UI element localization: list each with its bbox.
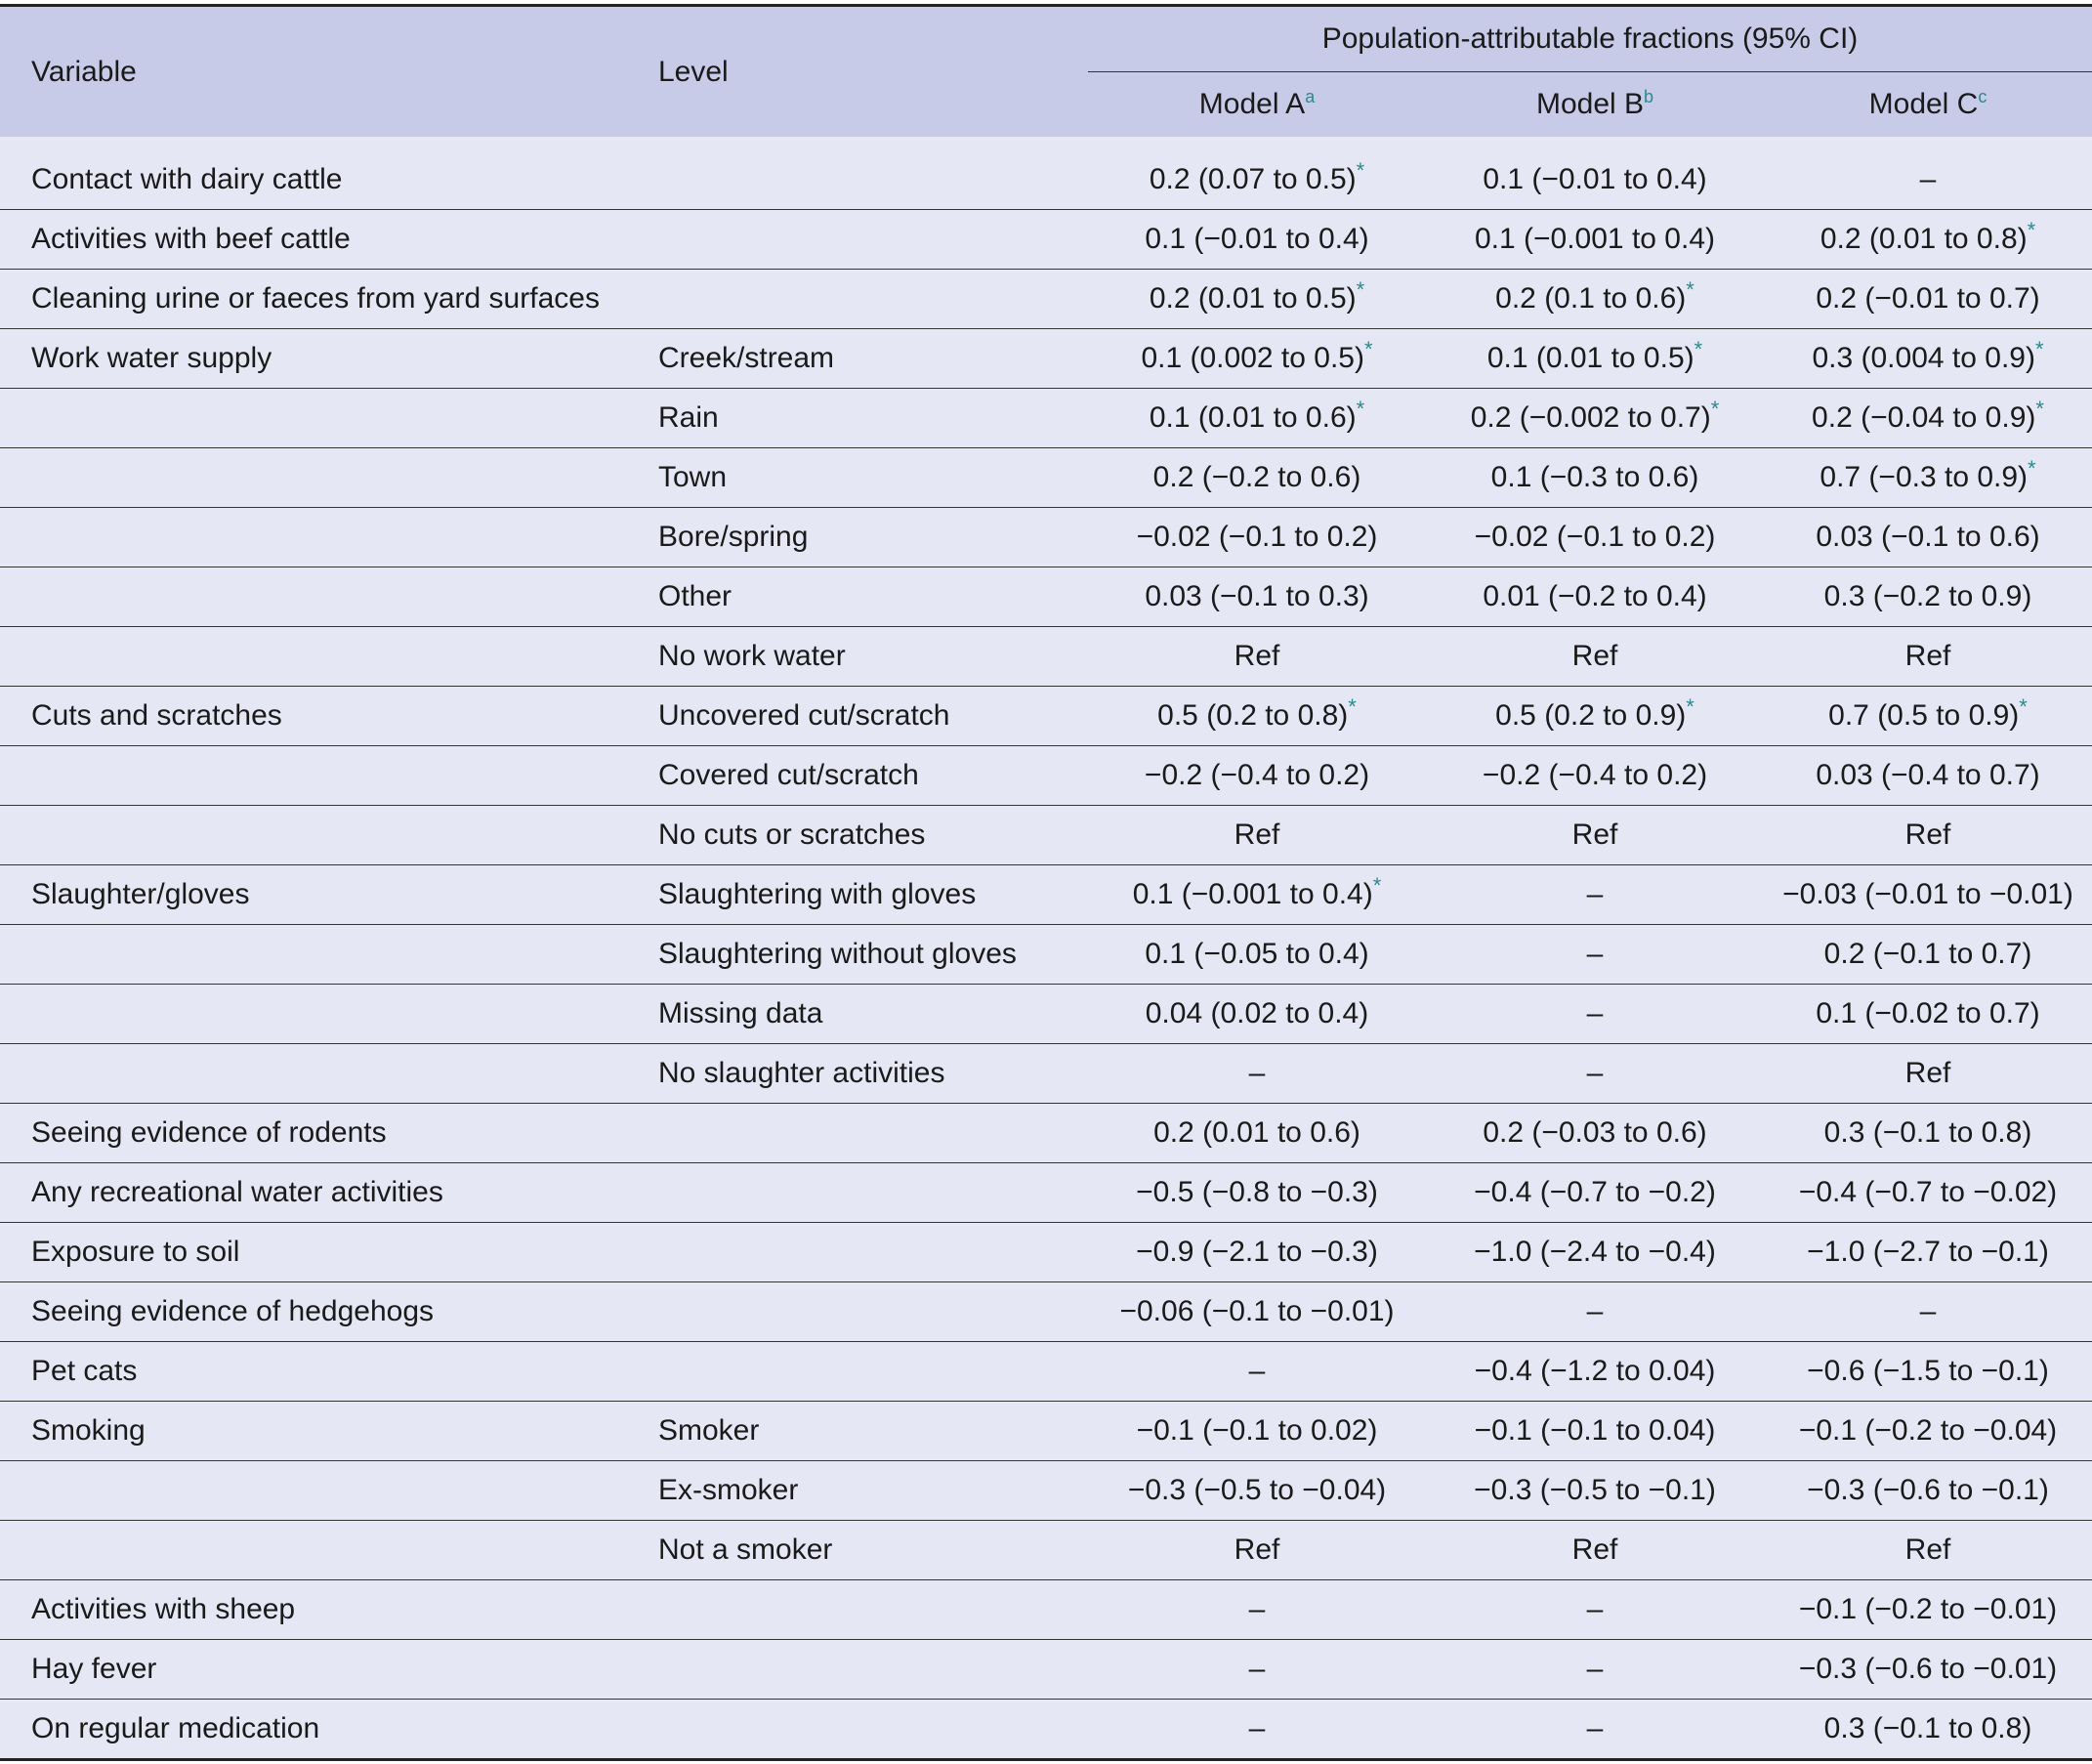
cell-model-a bbox=[1088, 865, 1426, 925]
cell-model-b bbox=[1426, 1580, 1764, 1640]
footnote-marker-b[interactable]: b bbox=[1644, 87, 1654, 106]
footnote-marker-c[interactable]: c bbox=[1978, 87, 1987, 106]
cell-model-c bbox=[1764, 806, 2092, 865]
cell-model-c-value: −1.0 (−2.7 to −0.1) bbox=[1807, 1236, 2049, 1268]
cell-model-b-value: – bbox=[1586, 1653, 1604, 1685]
cell-variable bbox=[0, 806, 627, 865]
cell-model-c-value: −0.1 (−0.2 to −0.04) bbox=[1798, 1414, 2058, 1447]
cell-level bbox=[627, 144, 1088, 210]
cell-variable bbox=[0, 567, 627, 627]
table-row bbox=[0, 1104, 2092, 1163]
cell-model-c bbox=[1764, 448, 2092, 508]
cell-model-b bbox=[1426, 389, 1764, 448]
cell-model-c-value: 0.2 (0.01 to 0.8) bbox=[1820, 223, 2028, 255]
significance-marker: * bbox=[1686, 694, 1695, 719]
cell-model-b-value: – bbox=[1586, 878, 1604, 910]
cell-model-c-value: Ref bbox=[1904, 640, 1951, 672]
cell-model-c-value: Ref bbox=[1904, 819, 1951, 851]
cell-variable: Any recreational water activities bbox=[0, 1163, 627, 1223]
cell-model-c bbox=[1764, 1640, 2092, 1700]
significance-marker: * bbox=[1348, 694, 1357, 719]
table-row bbox=[0, 1342, 2092, 1402]
cell-model-a-value: −0.1 (−0.1 to 0.02) bbox=[1136, 1414, 1378, 1447]
cell-model-c-value: – bbox=[1919, 163, 1937, 195]
cell-model-a bbox=[1088, 567, 1426, 627]
cell-model-c bbox=[1764, 627, 2092, 687]
cell-model-c-value: 0.2 (−0.04 to 0.9) bbox=[1812, 401, 2036, 434]
cell-model-b-value: −0.4 (−0.7 to −0.2) bbox=[1474, 1176, 1716, 1208]
cell-variable: Seeing evidence of hedgehogs bbox=[0, 1282, 627, 1342]
table-container bbox=[0, 4, 2092, 1761]
cell-model-a bbox=[1088, 329, 1426, 389]
cell-level: Smoker bbox=[627, 1402, 1088, 1461]
cell-model-a bbox=[1088, 1461, 1426, 1521]
cell-model-b-value: – bbox=[1586, 1295, 1604, 1327]
table-row bbox=[0, 1402, 2092, 1461]
cell-model-a-value: −0.02 (−0.1 to 0.2) bbox=[1136, 521, 1378, 553]
cell-model-c bbox=[1764, 1044, 2092, 1104]
table-row bbox=[0, 1282, 2092, 1342]
cell-model-b bbox=[1426, 270, 1764, 329]
cell-level: No slaughter activities bbox=[627, 1044, 1088, 1104]
header-level: Level bbox=[627, 6, 1088, 145]
cell-model-c bbox=[1764, 210, 2092, 270]
footnote-marker-a[interactable]: a bbox=[1305, 87, 1316, 106]
cell-model-b-value: −1.0 (−2.4 to −0.4) bbox=[1474, 1236, 1716, 1268]
cell-model-b bbox=[1426, 1402, 1764, 1461]
cell-model-c-value: −0.3 (−0.6 to −0.1) bbox=[1807, 1474, 2049, 1506]
cell-model-a-value: – bbox=[1248, 1355, 1266, 1387]
cell-level: Rain bbox=[627, 389, 1088, 448]
cell-model-b bbox=[1426, 1163, 1764, 1223]
table-row bbox=[0, 865, 2092, 925]
cell-variable: Exposure to soil bbox=[0, 1223, 627, 1282]
significance-marker: * bbox=[1356, 158, 1365, 183]
cell-model-a-value: 0.1 (−0.01 to 0.4) bbox=[1145, 223, 1369, 255]
cell-model-a-value: 0.1 (−0.001 to 0.4) bbox=[1132, 878, 1373, 910]
cell-variable: Activities with beef cattle bbox=[0, 210, 627, 270]
cell-model-c-value: 0.3 (−0.1 to 0.8) bbox=[1823, 1116, 2032, 1149]
cell-model-b-value: 0.1 (0.01 to 0.5) bbox=[1486, 342, 1695, 374]
cell-model-b-value: 0.5 (0.2 to 0.9) bbox=[1495, 699, 1687, 732]
cell-model-b-value: 0.01 (−0.2 to 0.4) bbox=[1483, 580, 1707, 612]
cell-model-c bbox=[1764, 925, 2092, 985]
cell-model-b-value: 0.2 (−0.002 to 0.7) bbox=[1470, 401, 1711, 434]
cell-model-b bbox=[1426, 1223, 1764, 1282]
cell-model-a-value: 0.2 (0.07 to 0.5) bbox=[1149, 163, 1357, 195]
cell-level: Ex-smoker bbox=[627, 1461, 1088, 1521]
cell-variable bbox=[0, 1521, 627, 1580]
cell-model-a bbox=[1088, 508, 1426, 567]
cell-level bbox=[627, 1580, 1088, 1640]
cell-model-b bbox=[1426, 1342, 1764, 1402]
cell-level: Missing data bbox=[627, 985, 1088, 1044]
cell-model-b bbox=[1426, 687, 1764, 746]
header-model-b-label: Model B bbox=[1535, 88, 1645, 120]
cell-model-c-value: 0.3 (−0.2 to 0.9) bbox=[1823, 580, 2032, 612]
cell-model-b-value: −0.2 (−0.4 to 0.2) bbox=[1482, 759, 1708, 791]
cell-model-a-value: Ref bbox=[1234, 640, 1280, 672]
cell-model-c-value: Ref bbox=[1904, 1057, 1951, 1089]
table-row bbox=[0, 1580, 2092, 1640]
cell-model-a bbox=[1088, 1282, 1426, 1342]
cell-model-b-value: −0.3 (−0.5 to −0.1) bbox=[1474, 1474, 1716, 1506]
cell-level bbox=[627, 210, 1088, 270]
cell-model-c bbox=[1764, 1521, 2092, 1580]
cell-model-c bbox=[1764, 865, 2092, 925]
cell-model-b bbox=[1426, 448, 1764, 508]
cell-model-c-value: 0.7 (0.5 to 0.9) bbox=[1828, 699, 2020, 732]
cell-model-b bbox=[1426, 329, 1764, 389]
cell-model-b bbox=[1426, 746, 1764, 806]
cell-model-b bbox=[1426, 144, 1764, 210]
significance-marker: * bbox=[2034, 337, 2044, 361]
cell-model-c bbox=[1764, 1700, 2092, 1760]
cell-level: Slaughtering without gloves bbox=[627, 925, 1088, 985]
significance-marker: * bbox=[1710, 397, 1720, 421]
cell-model-a bbox=[1088, 389, 1426, 448]
cell-model-c bbox=[1764, 508, 2092, 567]
cell-model-c bbox=[1764, 746, 2092, 806]
header-group-paf: Population-attributable fractions (95% CI) bbox=[1088, 6, 2092, 72]
cell-model-c bbox=[1764, 985, 2092, 1044]
cell-model-c-value: Ref bbox=[1904, 1533, 1951, 1566]
cell-model-b-value: −0.02 (−0.1 to 0.2) bbox=[1474, 521, 1716, 553]
cell-model-a bbox=[1088, 746, 1426, 806]
significance-marker: * bbox=[2035, 397, 2044, 421]
cell-model-c-value: −0.1 (−0.2 to −0.01) bbox=[1798, 1593, 2058, 1625]
cell-model-b-value: −0.4 (−1.2 to 0.04) bbox=[1474, 1355, 1716, 1387]
significance-marker: * bbox=[1356, 277, 1365, 302]
cell-model-a-value: – bbox=[1248, 1653, 1266, 1685]
cell-model-a-value: 0.2 (−0.2 to 0.6) bbox=[1152, 461, 1361, 493]
cell-model-a bbox=[1088, 925, 1426, 985]
cell-model-a-value: 0.2 (0.01 to 0.6) bbox=[1153, 1116, 1360, 1149]
cell-model-a-value: −0.2 (−0.4 to 0.2) bbox=[1144, 759, 1370, 791]
cell-model-a-value: −0.06 (−0.1 to −0.01) bbox=[1119, 1295, 1395, 1327]
cell-model-c bbox=[1764, 1282, 2092, 1342]
cell-variable: Hay fever bbox=[0, 1640, 627, 1700]
cell-model-c-value: 0.03 (−0.4 to 0.7) bbox=[1816, 759, 2040, 791]
cell-level: Uncovered cut/scratch bbox=[627, 687, 1088, 746]
cell-model-a bbox=[1088, 1044, 1426, 1104]
cell-level bbox=[627, 1223, 1088, 1282]
significance-marker: * bbox=[2027, 218, 2036, 242]
table-row bbox=[0, 270, 2092, 329]
cell-model-a bbox=[1088, 448, 1426, 508]
cell-model-c-value: 0.1 (−0.02 to 0.7) bbox=[1816, 997, 2040, 1029]
table-row bbox=[0, 1223, 2092, 1282]
cell-model-b-value: 0.2 (0.1 to 0.6) bbox=[1495, 282, 1687, 315]
cell-level bbox=[627, 1700, 1088, 1760]
cell-model-a-value: 0.5 (0.2 to 0.8) bbox=[1157, 699, 1349, 732]
cell-model-a bbox=[1088, 210, 1426, 270]
cell-variable: Work water supply bbox=[0, 329, 627, 389]
cell-model-c-value: 0.2 (−0.1 to 0.7) bbox=[1823, 938, 2032, 970]
table-row bbox=[0, 985, 2092, 1044]
cell-model-a-value: 0.1 (0.01 to 0.6) bbox=[1149, 401, 1357, 434]
cell-model-c-value: −0.03 (−0.01 to −0.01) bbox=[1782, 878, 2073, 910]
cell-model-b-value: 0.1 (−0.001 to 0.4) bbox=[1474, 223, 1715, 255]
cell-variable bbox=[0, 508, 627, 567]
cell-model-b-value: – bbox=[1586, 938, 1604, 970]
cell-model-b-value: – bbox=[1586, 1057, 1604, 1089]
cell-variable: Slaughter/gloves bbox=[0, 865, 627, 925]
cell-model-c-value: −0.6 (−1.5 to −0.1) bbox=[1807, 1355, 2049, 1387]
cell-model-b bbox=[1426, 1104, 1764, 1163]
cell-model-c bbox=[1764, 1163, 2092, 1223]
significance-marker: * bbox=[1372, 873, 1382, 898]
table-row bbox=[0, 329, 2092, 389]
cell-model-b-value: Ref bbox=[1571, 819, 1618, 851]
cell-model-a bbox=[1088, 1163, 1426, 1223]
significance-marker: * bbox=[1363, 337, 1373, 361]
cell-variable bbox=[0, 985, 627, 1044]
cell-model-b bbox=[1426, 925, 1764, 985]
cell-variable bbox=[0, 746, 627, 806]
cell-variable: Activities with sheep bbox=[0, 1580, 627, 1640]
table-row bbox=[0, 567, 2092, 627]
cell-model-b-value: Ref bbox=[1571, 1533, 1618, 1566]
cell-model-b-value: – bbox=[1586, 997, 1604, 1029]
significance-marker: * bbox=[2028, 456, 2036, 481]
cell-model-a bbox=[1088, 1700, 1426, 1760]
cell-model-b bbox=[1426, 1282, 1764, 1342]
cell-level: Covered cut/scratch bbox=[627, 746, 1088, 806]
cell-level: Creek/stream bbox=[627, 329, 1088, 389]
cell-model-c bbox=[1764, 1461, 2092, 1521]
cell-variable: Contact with dairy cattle bbox=[0, 144, 627, 210]
cell-model-b bbox=[1426, 1044, 1764, 1104]
table-row bbox=[0, 925, 2092, 985]
cell-level bbox=[627, 1104, 1088, 1163]
cell-level: No cuts or scratches bbox=[627, 806, 1088, 865]
cell-model-a-value: – bbox=[1248, 1057, 1266, 1089]
cell-model-c-value: 0.3 (−0.1 to 0.8) bbox=[1823, 1712, 2032, 1744]
cell-model-c bbox=[1764, 687, 2092, 746]
significance-marker: * bbox=[2019, 694, 2028, 719]
cell-model-a-value: – bbox=[1248, 1593, 1266, 1625]
cell-model-a-value: −0.3 (−0.5 to −0.04) bbox=[1127, 1474, 1387, 1506]
significance-marker: * bbox=[1694, 337, 1703, 361]
cell-variable bbox=[0, 925, 627, 985]
cell-model-a bbox=[1088, 985, 1426, 1044]
cell-model-c bbox=[1764, 1342, 2092, 1402]
table-row bbox=[0, 389, 2092, 448]
cell-model-a-value: 0.1 (0.002 to 0.5) bbox=[1141, 342, 1364, 374]
cell-model-b bbox=[1426, 1700, 1764, 1760]
table-row bbox=[0, 746, 2092, 806]
cell-model-b bbox=[1426, 1521, 1764, 1580]
cell-level bbox=[627, 1163, 1088, 1223]
cell-level: Town bbox=[627, 448, 1088, 508]
cell-model-b bbox=[1426, 1640, 1764, 1700]
header-model-a bbox=[1088, 72, 1426, 145]
table-row bbox=[0, 144, 2092, 210]
cell-model-b bbox=[1426, 865, 1764, 925]
cell-model-c-value: 0.2 (−0.01 to 0.7) bbox=[1816, 282, 2040, 315]
cell-model-a bbox=[1088, 1521, 1426, 1580]
table-body bbox=[0, 144, 2092, 1760]
cell-variable bbox=[0, 627, 627, 687]
significance-marker: * bbox=[1686, 277, 1695, 302]
cell-model-a-value: – bbox=[1248, 1712, 1266, 1744]
cell-model-a bbox=[1088, 1580, 1426, 1640]
cell-model-c bbox=[1764, 1104, 2092, 1163]
cell-model-b-value: −0.1 (−0.1 to 0.04) bbox=[1474, 1414, 1716, 1447]
cell-model-c-value: 0.7 (−0.3 to 0.9) bbox=[1820, 461, 2029, 493]
cell-model-c bbox=[1764, 1223, 2092, 1282]
cell-model-a-value: 0.2 (0.01 to 0.5) bbox=[1149, 282, 1357, 315]
cell-model-a bbox=[1088, 1104, 1426, 1163]
table-row bbox=[0, 210, 2092, 270]
cell-variable bbox=[0, 1461, 627, 1521]
cell-model-b bbox=[1426, 985, 1764, 1044]
cell-model-a bbox=[1088, 1342, 1426, 1402]
table-row bbox=[0, 508, 2092, 567]
cell-level bbox=[627, 270, 1088, 329]
header-model-c-label: Model C bbox=[1868, 88, 1979, 120]
table-row bbox=[0, 1461, 2092, 1521]
paf-table bbox=[0, 4, 2092, 1761]
significance-marker: * bbox=[1356, 397, 1365, 421]
cell-model-a-value: Ref bbox=[1234, 819, 1280, 851]
cell-model-c-value: 0.03 (−0.1 to 0.6) bbox=[1816, 521, 2040, 553]
cell-model-a bbox=[1088, 1640, 1426, 1700]
cell-variable bbox=[0, 389, 627, 448]
table-row bbox=[0, 1044, 2092, 1104]
cell-level: Other bbox=[627, 567, 1088, 627]
header-model-b bbox=[1426, 72, 1764, 145]
cell-variable: Cleaning urine or faeces from yard surfaces bbox=[0, 270, 627, 329]
cell-variable: Pet cats bbox=[0, 1342, 627, 1402]
table-row bbox=[0, 1521, 2092, 1580]
cell-model-b bbox=[1426, 806, 1764, 865]
cell-model-b bbox=[1426, 567, 1764, 627]
header-variable: Variable bbox=[0, 6, 627, 145]
table-row bbox=[0, 806, 2092, 865]
cell-model-b-value: – bbox=[1586, 1712, 1604, 1744]
table-header bbox=[0, 6, 2092, 145]
cell-model-a-value: 0.1 (−0.05 to 0.4) bbox=[1145, 938, 1369, 970]
table-row bbox=[0, 1640, 2092, 1700]
cell-model-b-value: Ref bbox=[1571, 640, 1618, 672]
cell-model-c bbox=[1764, 1402, 2092, 1461]
cell-model-a-value: 0.04 (0.02 to 0.4) bbox=[1145, 997, 1369, 1029]
cell-model-a bbox=[1088, 144, 1426, 210]
cell-model-c bbox=[1764, 270, 2092, 329]
cell-level bbox=[627, 1640, 1088, 1700]
table-row bbox=[0, 448, 2092, 508]
cell-model-c bbox=[1764, 329, 2092, 389]
table-row bbox=[0, 1163, 2092, 1223]
cell-level: Bore/spring bbox=[627, 508, 1088, 567]
cell-level bbox=[627, 1282, 1088, 1342]
cell-model-a bbox=[1088, 270, 1426, 329]
cell-model-a bbox=[1088, 627, 1426, 687]
table-row bbox=[0, 627, 2092, 687]
cell-model-c bbox=[1764, 567, 2092, 627]
cell-model-b bbox=[1426, 508, 1764, 567]
cell-level: No work water bbox=[627, 627, 1088, 687]
cell-level bbox=[627, 1342, 1088, 1402]
cell-model-c-value: – bbox=[1919, 1295, 1937, 1327]
cell-model-b bbox=[1426, 1461, 1764, 1521]
cell-variable: Smoking bbox=[0, 1402, 627, 1461]
cell-model-c bbox=[1764, 1580, 2092, 1640]
cell-model-b bbox=[1426, 210, 1764, 270]
cell-model-c-value: −0.4 (−0.7 to −0.02) bbox=[1798, 1176, 2058, 1208]
cell-model-b-value: 0.2 (−0.03 to 0.6) bbox=[1483, 1116, 1707, 1149]
cell-model-c bbox=[1764, 389, 2092, 448]
cell-model-c-value: −0.3 (−0.6 to −0.01) bbox=[1798, 1653, 2058, 1685]
table-row bbox=[0, 1700, 2092, 1760]
cell-model-b-value: – bbox=[1586, 1593, 1604, 1625]
cell-model-c bbox=[1764, 144, 2092, 210]
cell-variable: Cuts and scratches bbox=[0, 687, 627, 746]
cell-model-a-value: Ref bbox=[1234, 1533, 1280, 1566]
cell-model-b-value: 0.1 (−0.01 to 0.4) bbox=[1483, 163, 1707, 195]
cell-model-b-value: 0.1 (−0.3 to 0.6) bbox=[1490, 461, 1699, 493]
cell-model-a bbox=[1088, 1402, 1426, 1461]
cell-model-a bbox=[1088, 1223, 1426, 1282]
cell-model-c-value: 0.3 (0.004 to 0.9) bbox=[1812, 342, 2035, 374]
cell-variable bbox=[0, 448, 627, 508]
cell-model-a bbox=[1088, 806, 1426, 865]
cell-variable: On regular medication bbox=[0, 1700, 627, 1760]
cell-variable: Seeing evidence of rodents bbox=[0, 1104, 627, 1163]
header-model-c bbox=[1764, 72, 2092, 145]
cell-level: Not a smoker bbox=[627, 1521, 1088, 1580]
cell-model-a-value: −0.5 (−0.8 to −0.3) bbox=[1136, 1176, 1378, 1208]
cell-model-a bbox=[1088, 687, 1426, 746]
cell-model-b bbox=[1426, 627, 1764, 687]
cell-level: Slaughtering with gloves bbox=[627, 865, 1088, 925]
table-row bbox=[0, 687, 2092, 746]
cell-variable bbox=[0, 1044, 627, 1104]
cell-model-a-value: 0.03 (−0.1 to 0.3) bbox=[1145, 580, 1369, 612]
header-model-a-label: Model A bbox=[1198, 88, 1306, 120]
cell-model-a-value: −0.9 (−2.1 to −0.3) bbox=[1136, 1236, 1378, 1268]
